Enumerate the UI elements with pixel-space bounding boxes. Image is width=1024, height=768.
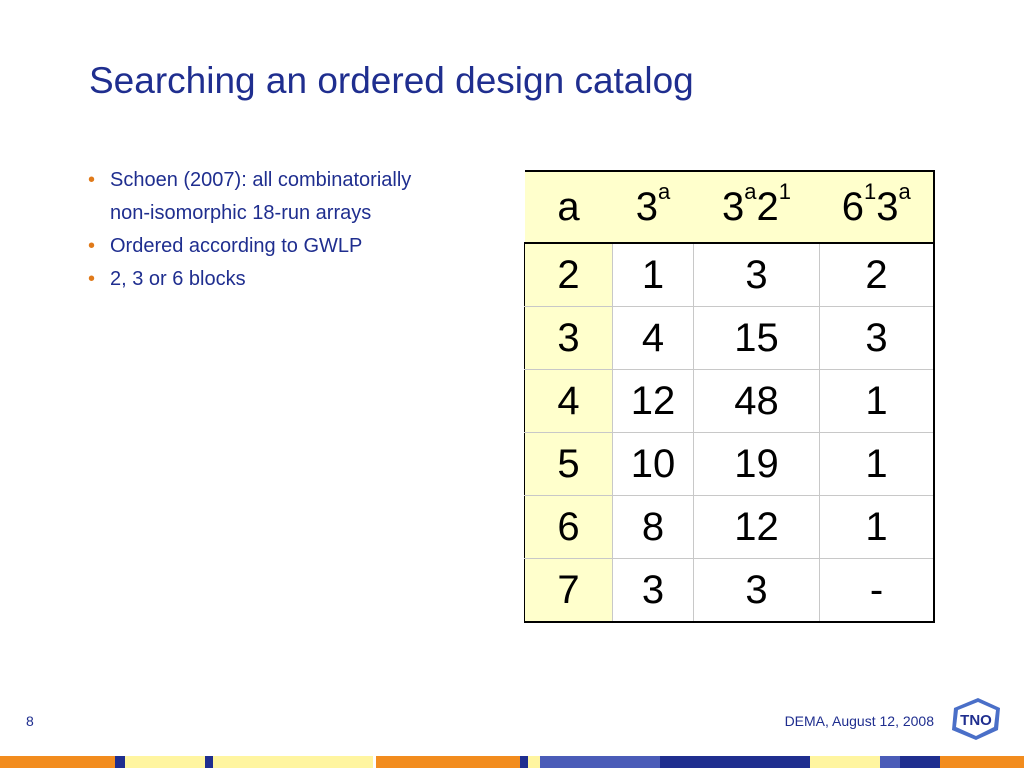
- slide-title: Searching an ordered design catalog: [89, 60, 694, 101]
- row-head-cell: 7: [525, 559, 613, 623]
- header-cell-3a: 3$^a$: [613, 171, 694, 243]
- tno-logo: [948, 694, 1004, 742]
- bullet-list: [88, 164, 508, 296]
- bullet-text: 2, 3 or 6 blocks: [110, 268, 246, 290]
- bullet-item: [88, 263, 508, 296]
- footer-stripe: [0, 756, 1024, 768]
- table-row: [525, 307, 935, 370]
- table-cell: 2: [820, 243, 935, 307]
- table-cell: 4: [613, 307, 694, 370]
- bullet-dot-icon: •: [88, 268, 96, 290]
- table-cell: 1: [820, 370, 935, 433]
- table-cell: 15: [694, 307, 820, 370]
- table-cell: -: [820, 559, 935, 623]
- table-cell: 10: [613, 433, 694, 496]
- bullet-dot-icon: •: [88, 169, 96, 191]
- table-header-row: [525, 171, 935, 243]
- bullet-text-continued: non-isomorphic 18-run arrays: [110, 202, 372, 224]
- bullet-item: [88, 230, 508, 263]
- table-cell: 48: [694, 370, 820, 433]
- design-catalog-table: [524, 170, 935, 623]
- table-row: [525, 559, 935, 623]
- table-cell: 3: [694, 559, 820, 623]
- page-number: 8: [26, 713, 34, 729]
- table-row: [525, 370, 935, 433]
- row-head-cell: 5: [525, 433, 613, 496]
- table-cell: 1: [820, 496, 935, 559]
- table-cell: 12: [613, 370, 694, 433]
- bullet-text: Ordered according to GWLP: [110, 235, 363, 257]
- table-cell: 19: [694, 433, 820, 496]
- bullet-text: Schoen (2007): all combinatorially: [110, 169, 412, 191]
- header-cell-a: a: [525, 171, 613, 243]
- bullet-item: [88, 164, 508, 230]
- bullet-dot-icon: •: [88, 235, 96, 257]
- table-row: [525, 433, 935, 496]
- header-cell-613a: $6^13^a$: [820, 171, 935, 243]
- table-cell: 1: [613, 243, 694, 307]
- header-cell-3a21: $3^a2^1$: [694, 171, 820, 243]
- table-row: [525, 496, 935, 559]
- table-cell: 3: [613, 559, 694, 623]
- footer-text: DEMA, August 12, 2008: [784, 713, 934, 729]
- table-cell: 1: [820, 433, 935, 496]
- row-head-cell: 6: [525, 496, 613, 559]
- table-cell: 12: [694, 496, 820, 559]
- table-cell: 3: [694, 243, 820, 307]
- logo-text: TNO: [960, 712, 992, 729]
- row-head-cell: 2: [525, 243, 613, 307]
- table-cell: 3: [820, 307, 935, 370]
- table-cell: 8: [613, 496, 694, 559]
- row-head-cell: 4: [525, 370, 613, 433]
- table-row: [525, 243, 935, 307]
- row-head-cell: 3: [525, 307, 613, 370]
